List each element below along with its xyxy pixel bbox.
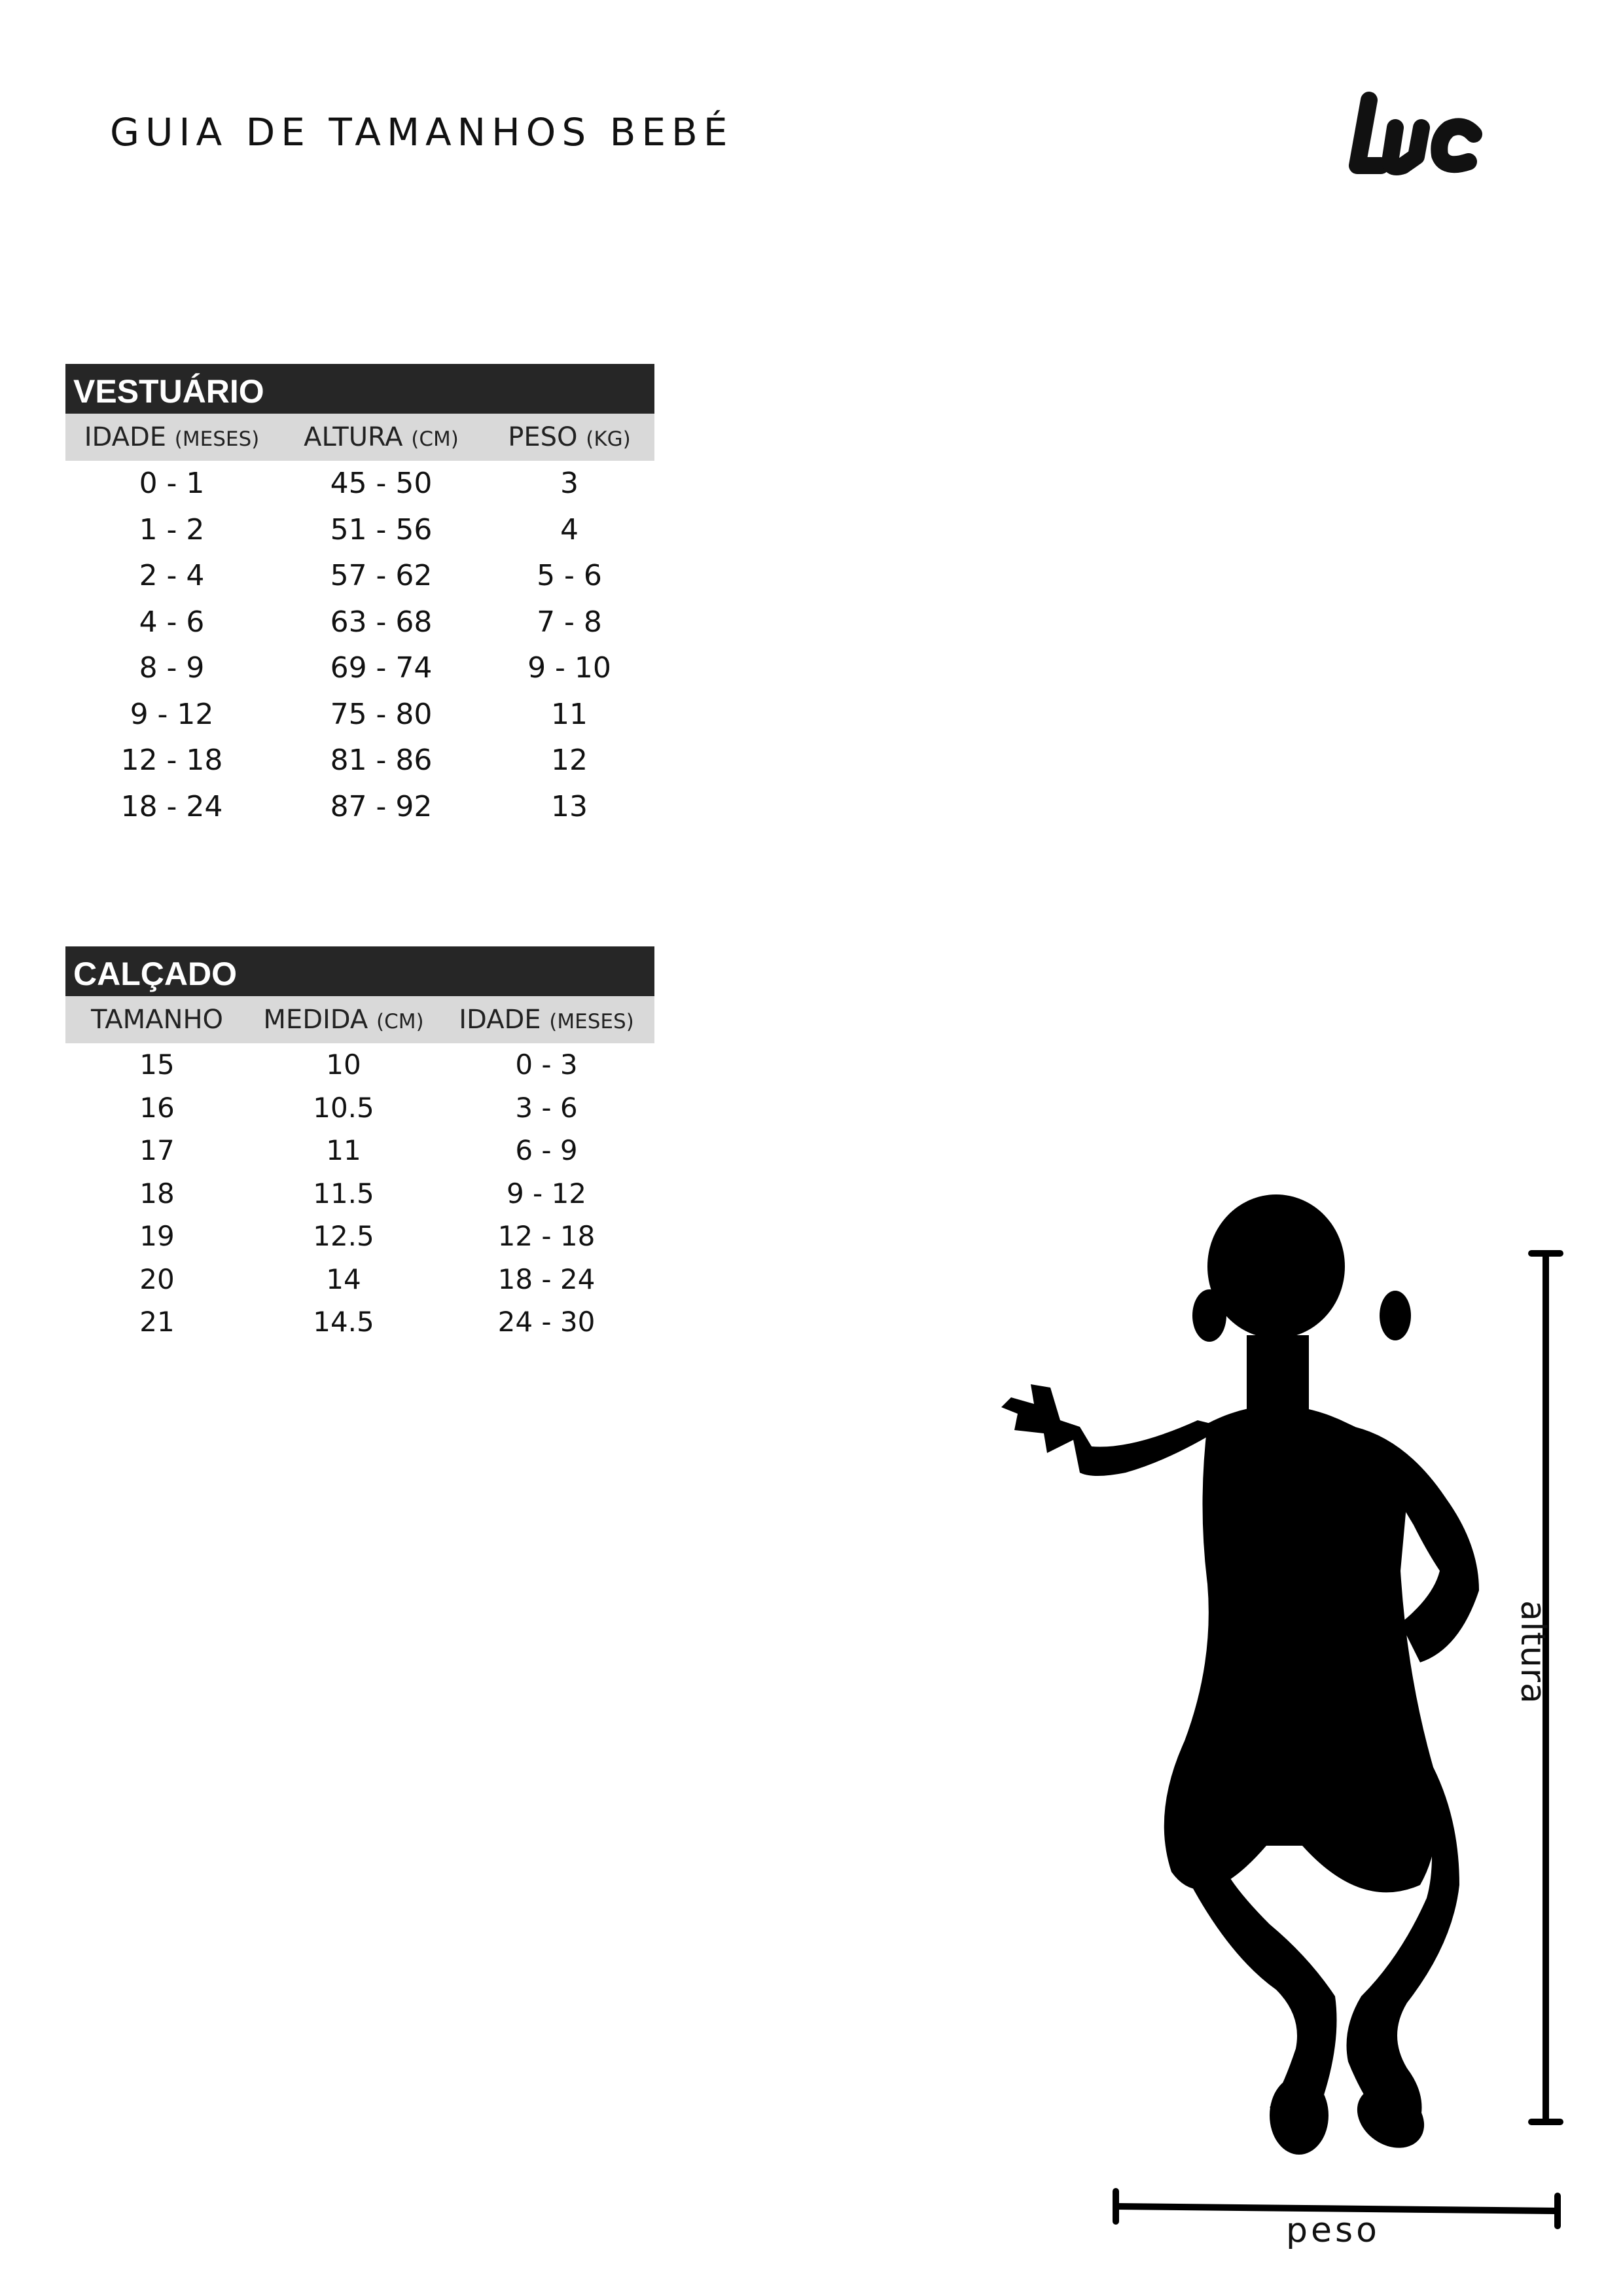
cell-weight: 11: [551, 697, 588, 731]
cell-height: 51 - 56: [330, 512, 433, 547]
footwear-table-header: CALÇADO: [65, 946, 654, 996]
cell-weight: 13: [551, 789, 588, 823]
baby-silhouette-diagram: [982, 1165, 1571, 2278]
cell-age: 12 - 18: [497, 1220, 596, 1252]
column-header-weight: PESO (KG): [508, 422, 631, 452]
cell-age: 24 - 30: [497, 1306, 596, 1338]
cell-age: 6 - 9: [515, 1134, 578, 1166]
cell-age: 18 - 24: [497, 1263, 596, 1295]
baby-head: [1207, 1194, 1345, 1338]
cell-weight: 12: [551, 744, 588, 777]
luc-logo: [1335, 88, 1499, 187]
table-row: [65, 645, 654, 692]
clothing-size-table: [65, 364, 654, 830]
footwear-size-table: [65, 946, 654, 1344]
table-row: [65, 600, 654, 646]
column-header-age: IDADE (MESES): [459, 1005, 634, 1035]
clothing-table-header: VESTUÁRIO: [65, 364, 654, 414]
cell-measure: 10: [326, 1049, 361, 1081]
cell-height: 81 - 86: [330, 744, 433, 777]
cell-age: 3 - 6: [515, 1091, 578, 1124]
cell-age: 2 - 4: [139, 559, 205, 592]
baby-silhouette: [1001, 1194, 1479, 2161]
cell-age: 18 - 24: [120, 789, 223, 823]
cell-measure: 11.5: [313, 1177, 374, 1210]
clothing-table-body: [65, 461, 654, 830]
table-row: [65, 553, 654, 600]
cell-age: 0 - 1: [139, 467, 205, 500]
cell-size: 18: [139, 1177, 175, 1210]
table-row: [65, 692, 654, 738]
cell-size: 16: [139, 1091, 175, 1124]
cell-size: 15: [139, 1049, 175, 1081]
table-row: [65, 507, 654, 554]
page-title: GUIA DE TAMANHOS BEBÉ: [110, 110, 734, 154]
cell-age: 9 - 12: [130, 697, 214, 731]
table-row: [65, 1215, 654, 1258]
column-header-size: TAMANHO: [90, 1005, 224, 1035]
cell-measure: 10.5: [313, 1091, 374, 1124]
cell-weight: 5 - 6: [537, 559, 602, 592]
logo-letter-c: [1439, 126, 1474, 164]
height-label: altura: [1513, 1600, 1552, 1704]
cell-measure: 14: [326, 1263, 361, 1295]
cell-size: 20: [139, 1263, 175, 1295]
cell-weight: 4: [560, 512, 579, 547]
cell-height: 45 - 50: [330, 467, 433, 500]
table-row: [65, 1172, 654, 1215]
cell-age: 12 - 18: [120, 744, 223, 777]
table-row: [65, 1086, 654, 1130]
table-row: [65, 1258, 654, 1301]
weight-label: peso: [1286, 2211, 1380, 2250]
cell-measure: 12.5: [313, 1220, 374, 1252]
table-row: [65, 784, 654, 831]
cell-measure: 14.5: [313, 1306, 374, 1338]
cell-size: 17: [139, 1134, 175, 1166]
cell-age: 1 - 2: [139, 512, 205, 547]
cell-age: 4 - 6: [139, 605, 205, 639]
footwear-column-headers: [65, 996, 654, 1043]
cell-height: 87 - 92: [330, 789, 433, 823]
cell-age: 9 - 12: [506, 1177, 587, 1210]
cell-height: 57 - 62: [330, 559, 433, 592]
cell-weight: 3: [560, 467, 579, 500]
table-row: [65, 1129, 654, 1172]
cell-weight: 9 - 10: [527, 651, 611, 685]
cell-weight: 7 - 8: [537, 605, 602, 639]
cell-age: 8 - 9: [139, 651, 205, 685]
footwear-table-body: [65, 1043, 654, 1344]
cell-measure: 11: [326, 1134, 361, 1166]
cell-height: 69 - 74: [330, 651, 433, 685]
column-header-measure: MEDIDA (CM): [263, 1005, 424, 1035]
cell-height: 75 - 80: [330, 697, 433, 731]
cell-age: 0 - 3: [515, 1049, 578, 1081]
cell-size: 21: [139, 1306, 175, 1338]
table-row: [65, 1043, 654, 1086]
logo-letter-u: [1390, 128, 1421, 167]
clothing-column-headers: [65, 414, 654, 461]
column-header-age: IDADE (MESES): [84, 422, 260, 452]
table-row: [65, 1300, 654, 1344]
cell-size: 19: [139, 1220, 175, 1252]
cell-height: 63 - 68: [330, 605, 433, 639]
table-row: [65, 738, 654, 784]
column-header-height: ALTURA (CM): [304, 422, 459, 452]
table-row: [65, 461, 654, 507]
logo-letter-l: [1357, 100, 1381, 166]
